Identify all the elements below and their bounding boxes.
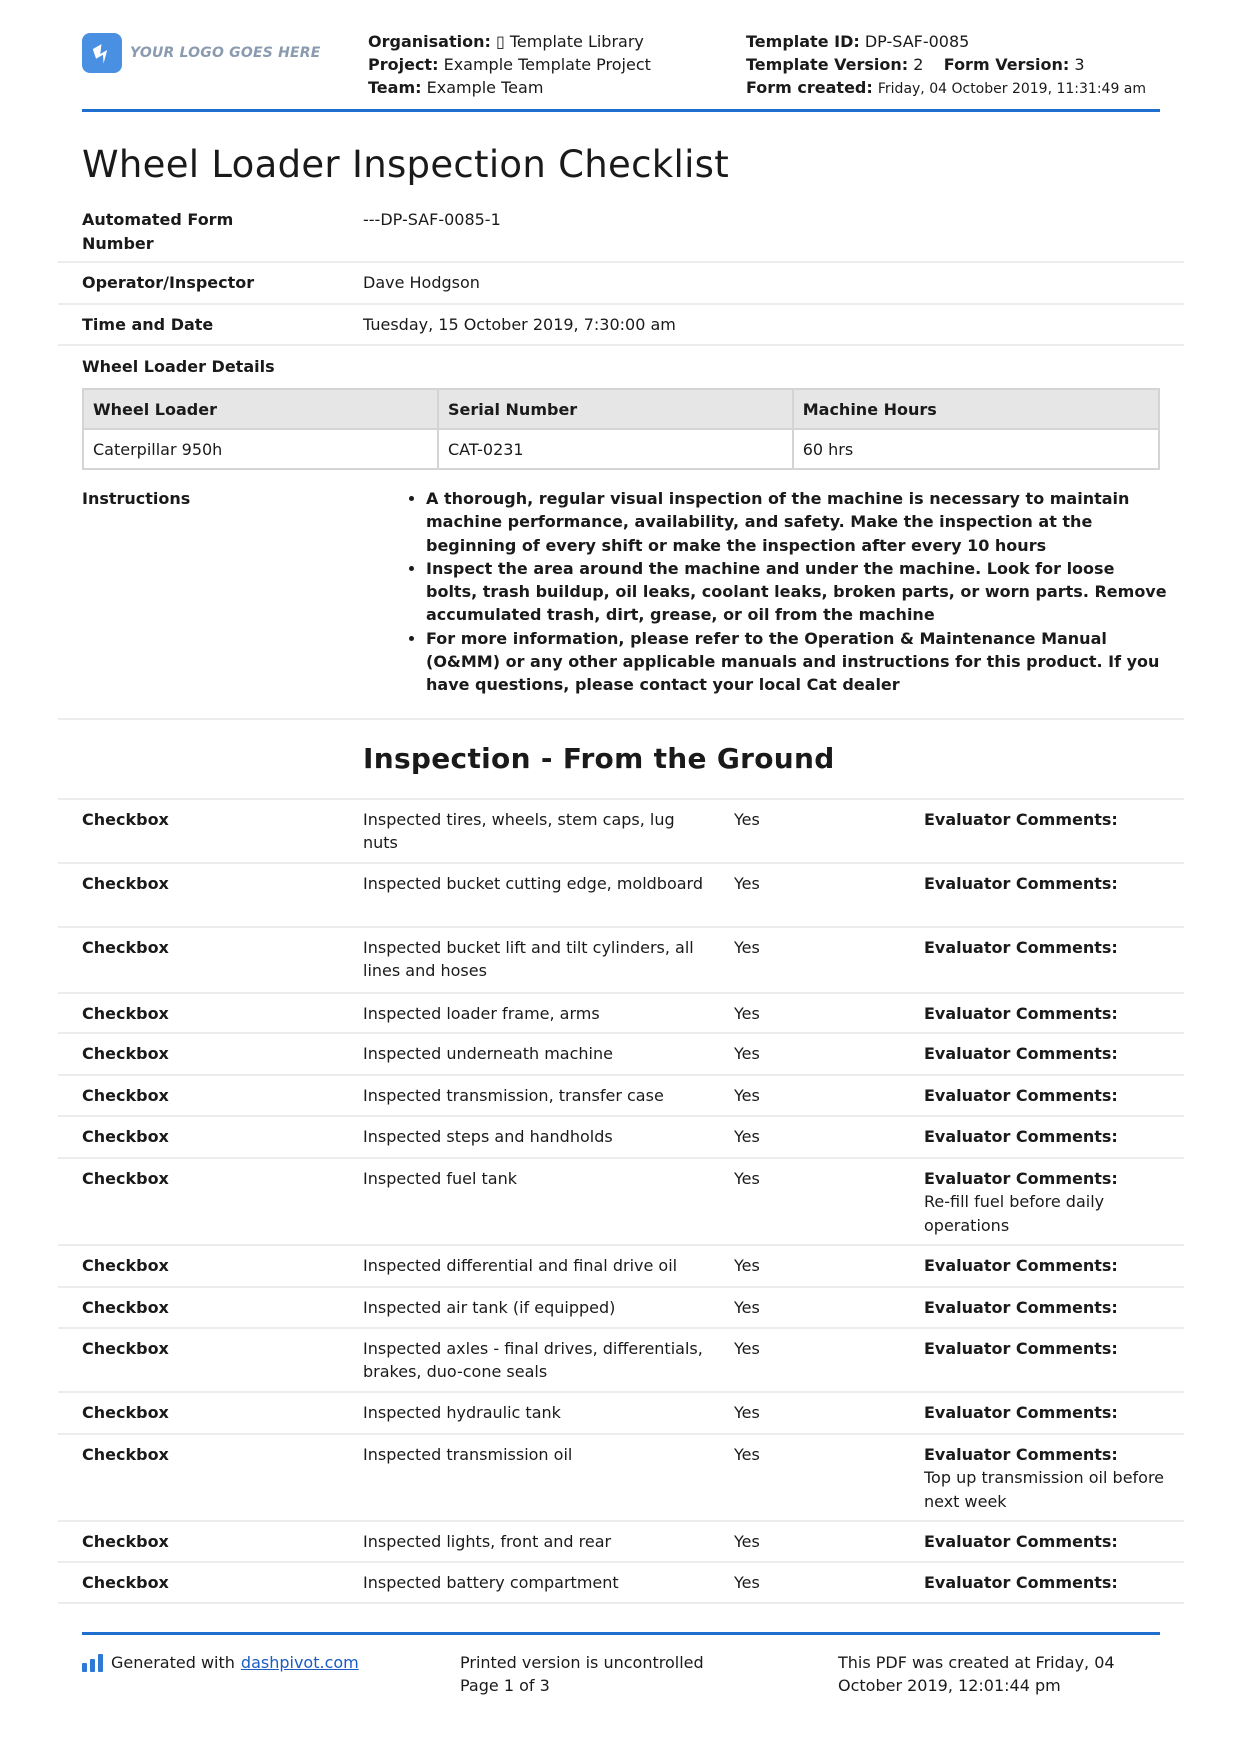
evaluator-comments bbox=[924, 936, 1174, 959]
team-label: Team: bbox=[368, 78, 422, 97]
wheel-loader-details-table bbox=[82, 388, 1160, 470]
automated-form-number-label bbox=[82, 208, 233, 256]
evaluator-comments bbox=[924, 1167, 1174, 1237]
checklist-item-text: Inspected differential and final drive oil bbox=[363, 1256, 678, 1275]
evaluator-comments-label: Evaluator Comments: bbox=[924, 1044, 1118, 1063]
checklist-row bbox=[58, 1117, 1184, 1159]
checklist-row bbox=[58, 1435, 1184, 1522]
evaluator-comments bbox=[924, 1337, 1174, 1360]
time-date-value: Tuesday, 15 October 2019, 7:30:00 am bbox=[363, 315, 676, 334]
logo-icon bbox=[82, 33, 122, 73]
checklist-row bbox=[58, 928, 1184, 994]
checkbox-label: Checkbox bbox=[82, 1532, 169, 1551]
checkbox-label: Checkbox bbox=[82, 1573, 169, 1592]
checkbox-label: Checkbox bbox=[82, 1044, 169, 1063]
checklist-item-text: Inspected bucket lift and tilt cylinders, all lines and hoses bbox=[363, 938, 694, 981]
checkbox-label: Checkbox bbox=[82, 938, 169, 957]
checkbox-label: Checkbox bbox=[82, 1256, 169, 1275]
checkbox-label: Checkbox bbox=[82, 1403, 169, 1422]
checkbox-label: Checkbox bbox=[82, 810, 169, 829]
checklist-item-text: Inspected loader frame, arms bbox=[363, 1004, 600, 1023]
page-number: Page 1 of 3 bbox=[460, 1676, 550, 1695]
page-footer bbox=[82, 1632, 1160, 1695]
checklist-row bbox=[58, 994, 1184, 1034]
generated-with-text: Generated with bbox=[111, 1653, 235, 1672]
project-value: Example Template Project bbox=[443, 55, 651, 74]
template-version-value: 2 bbox=[913, 55, 924, 74]
details-header-wheel-loader: Wheel Loader bbox=[83, 389, 438, 429]
checklist-answer: Yes bbox=[734, 1339, 760, 1358]
header-template-info bbox=[746, 30, 1146, 101]
checklist-row bbox=[58, 1076, 1184, 1117]
evaluator-comments bbox=[924, 1084, 1174, 1107]
operator-row bbox=[58, 263, 1184, 305]
checkbox-label: Checkbox bbox=[82, 1445, 169, 1464]
checklist-row bbox=[58, 1329, 1184, 1393]
evaluator-comments bbox=[924, 872, 1174, 895]
instruction-item: • A thorough, regular visual inspection of the machine is necessary to maintain machine performance, availability, and safety. Make the inspection at the beginning of every shift or make the inspection after every 10 hours bbox=[426, 487, 1168, 557]
company-logo bbox=[82, 33, 321, 73]
evaluator-comments bbox=[924, 1125, 1174, 1148]
operator-value: Dave Hodgson bbox=[363, 273, 480, 292]
evaluator-comments-label: Evaluator Comments: bbox=[924, 874, 1118, 893]
evaluator-comments-label: Evaluator Comments: bbox=[924, 1127, 1118, 1146]
checkbox-label: Checkbox bbox=[82, 1169, 169, 1188]
checklist-row bbox=[58, 1393, 1184, 1435]
checklist-row bbox=[58, 1159, 1184, 1246]
template-version-label: Template Version: bbox=[746, 55, 909, 74]
evaluator-comment-text: Re-fill fuel before daily operations bbox=[924, 1192, 1105, 1235]
organisation-value: ▯ Template Library bbox=[495, 32, 644, 51]
checklist-row bbox=[58, 800, 1184, 864]
checklist-answer: Yes bbox=[734, 1445, 760, 1464]
logo-text: YOUR LOGO GOES HERE bbox=[130, 45, 321, 61]
checklist-answer: Yes bbox=[734, 810, 760, 829]
checklist-item-text: Inspected tires, wheels, stem caps, lug nuts bbox=[363, 810, 675, 853]
evaluator-comments bbox=[924, 1042, 1174, 1065]
evaluator-comments-label: Evaluator Comments: bbox=[924, 1169, 1118, 1188]
instruction-item: • Inspect the area around the machine and under the machine. Look for loose bolts, trash buildup, oil leaks, coolant leaks, broken parts, or worn parts. Remove accumulated trash, dirt, grease, or oil from the machine bbox=[426, 557, 1168, 627]
evaluator-comments bbox=[924, 1002, 1174, 1025]
automated-form-number-value: ---DP-SAF-0085-1 bbox=[363, 210, 501, 229]
checklist-item-text: Inspected transmission oil bbox=[363, 1445, 573, 1464]
evaluator-comments-label: Evaluator Comments: bbox=[924, 1256, 1118, 1275]
dashpivot-bar-icon bbox=[82, 1654, 103, 1672]
operator-label: Operator/Inspector bbox=[82, 273, 255, 292]
checklist-item-text: Inspected air tank (if equipped) bbox=[363, 1298, 616, 1317]
checkbox-label: Checkbox bbox=[82, 1086, 169, 1105]
printed-version-text: Printed version is uncontrolled bbox=[460, 1653, 704, 1672]
evaluator-comments bbox=[924, 1296, 1174, 1319]
automated-form-number-label-line-2: Number bbox=[82, 234, 154, 253]
checklist-row bbox=[58, 1246, 1184, 1288]
header-org-info bbox=[368, 30, 651, 99]
organisation-label: Organisation: bbox=[368, 32, 491, 51]
checkbox-label: Checkbox bbox=[82, 1004, 169, 1023]
automated-form-number-label-line-1: Automated Form bbox=[82, 210, 234, 229]
checklist-row bbox=[58, 864, 1184, 928]
evaluator-comments-label: Evaluator Comments: bbox=[924, 1573, 1118, 1592]
form-version-label: Form Version: bbox=[943, 55, 1070, 74]
checklist-row bbox=[58, 1522, 1184, 1563]
checklist-item-text: Inspected fuel tank bbox=[363, 1169, 517, 1188]
checkbox-label: Checkbox bbox=[82, 1339, 169, 1358]
automated-form-number-row bbox=[58, 198, 1184, 263]
evaluator-comments bbox=[924, 1254, 1174, 1277]
checklist-answer: Yes bbox=[734, 1573, 760, 1592]
details-table-row bbox=[83, 429, 1159, 469]
details-header-serial-number: Serial Number bbox=[438, 389, 793, 429]
checklist-item-text: Inspected bucket cutting edge, moldboard bbox=[363, 874, 704, 893]
form-created-value: Friday, 04 October 2019, 11:31:49 am bbox=[877, 81, 1147, 97]
checklist-answer: Yes bbox=[734, 874, 760, 893]
evaluator-comment-text: Top up transmission oil before next week bbox=[924, 1468, 1165, 1511]
checklist-answer: Yes bbox=[734, 1298, 760, 1317]
details-header-machine-hours: Machine Hours bbox=[793, 389, 1159, 429]
footer-print-info bbox=[460, 1651, 704, 1697]
template-id-value: DP-SAF-0085 bbox=[864, 32, 970, 51]
evaluator-comments-label: Evaluator Comments: bbox=[924, 1445, 1118, 1464]
instructions-label: Instructions bbox=[82, 489, 191, 508]
evaluator-comments-label: Evaluator Comments: bbox=[924, 1298, 1118, 1317]
team-value: Example Team bbox=[426, 78, 544, 97]
instructions-list bbox=[400, 487, 1168, 697]
form-created-label: Form created: bbox=[746, 78, 873, 97]
checklist-item-text: Inspected battery compartment bbox=[363, 1573, 619, 1592]
time-date-row bbox=[58, 305, 1184, 346]
checklist-answer: Yes bbox=[734, 1169, 760, 1188]
evaluator-comments-label: Evaluator Comments: bbox=[924, 810, 1118, 829]
checklist-answer: Yes bbox=[734, 1256, 760, 1275]
pdf-created-text: This PDF was created at Friday, 04 October 2019, 12:01:44 pm bbox=[838, 1653, 1115, 1695]
checklist-item-text: Inspected hydraulic tank bbox=[363, 1403, 561, 1422]
time-date-label: Time and Date bbox=[82, 315, 214, 334]
checklist-item-text: Inspected steps and handholds bbox=[363, 1127, 613, 1146]
footer-generated bbox=[82, 1651, 359, 1674]
details-cell-wheel-loader: Caterpillar 950h bbox=[83, 429, 438, 469]
page-title: Wheel Loader Inspection Checklist bbox=[82, 143, 730, 186]
details-cell-serial-number: CAT-0231 bbox=[438, 429, 793, 469]
details-table-header-row bbox=[83, 389, 1159, 429]
checklist-answer: Yes bbox=[734, 1086, 760, 1105]
checklist-item-text: Inspected underneath machine bbox=[363, 1044, 613, 1063]
checklist-answer: Yes bbox=[734, 1403, 760, 1422]
evaluator-comments bbox=[924, 1571, 1174, 1594]
project-label: Project: bbox=[368, 55, 439, 74]
checklist-answer: Yes bbox=[734, 1532, 760, 1551]
evaluator-comments-label: Evaluator Comments: bbox=[924, 1086, 1118, 1105]
inspection-checklist bbox=[58, 800, 1184, 1604]
checklist-answer: Yes bbox=[734, 1004, 760, 1023]
instruction-item: • For more information, please refer to the Operation & Maintenance Manual (O&MM) or any other applicable manuals and instructions for this product. If you have questions, please contact your local Cat dealer bbox=[426, 627, 1168, 697]
checklist-answer: Yes bbox=[734, 1044, 760, 1063]
page-header bbox=[82, 30, 1160, 112]
wheel-loader-details-label: Wheel Loader Details bbox=[82, 357, 275, 376]
evaluator-comments bbox=[924, 1443, 1174, 1513]
evaluator-comments bbox=[924, 808, 1174, 831]
evaluator-comments-label: Evaluator Comments: bbox=[924, 1403, 1118, 1422]
checklist-item-text: Inspected axles - final drives, differentials, brakes, duo-cone seals bbox=[363, 1339, 703, 1382]
checklist-answer: Yes bbox=[734, 938, 760, 957]
checklist-item-text: Inspected transmission, transfer case bbox=[363, 1086, 664, 1105]
checklist-row bbox=[58, 1288, 1184, 1329]
checklist-row bbox=[58, 1034, 1184, 1076]
evaluator-comments-label: Evaluator Comments: bbox=[924, 1339, 1118, 1358]
checkbox-label: Checkbox bbox=[82, 1127, 169, 1146]
section-title: Inspection - From the Ground bbox=[363, 742, 835, 775]
evaluator-comments bbox=[924, 1530, 1174, 1553]
form-version-value: 3 bbox=[1074, 55, 1085, 74]
evaluator-comments-label: Evaluator Comments: bbox=[924, 1532, 1118, 1551]
checkbox-label: Checkbox bbox=[82, 1298, 169, 1317]
checkbox-label: Checkbox bbox=[82, 874, 169, 893]
dashpivot-link[interactable]: dashpivot.com bbox=[240, 1653, 359, 1672]
checklist-answer: Yes bbox=[734, 1127, 760, 1146]
template-id-label: Template ID: bbox=[746, 32, 860, 51]
evaluator-comments-label: Evaluator Comments: bbox=[924, 938, 1118, 957]
details-cell-machine-hours: 60 hrs bbox=[793, 429, 1159, 469]
checklist-item-text: Inspected lights, front and rear bbox=[363, 1532, 612, 1551]
evaluator-comments bbox=[924, 1401, 1174, 1424]
evaluator-comments-label: Evaluator Comments: bbox=[924, 1004, 1118, 1023]
checklist-row bbox=[58, 1563, 1184, 1604]
